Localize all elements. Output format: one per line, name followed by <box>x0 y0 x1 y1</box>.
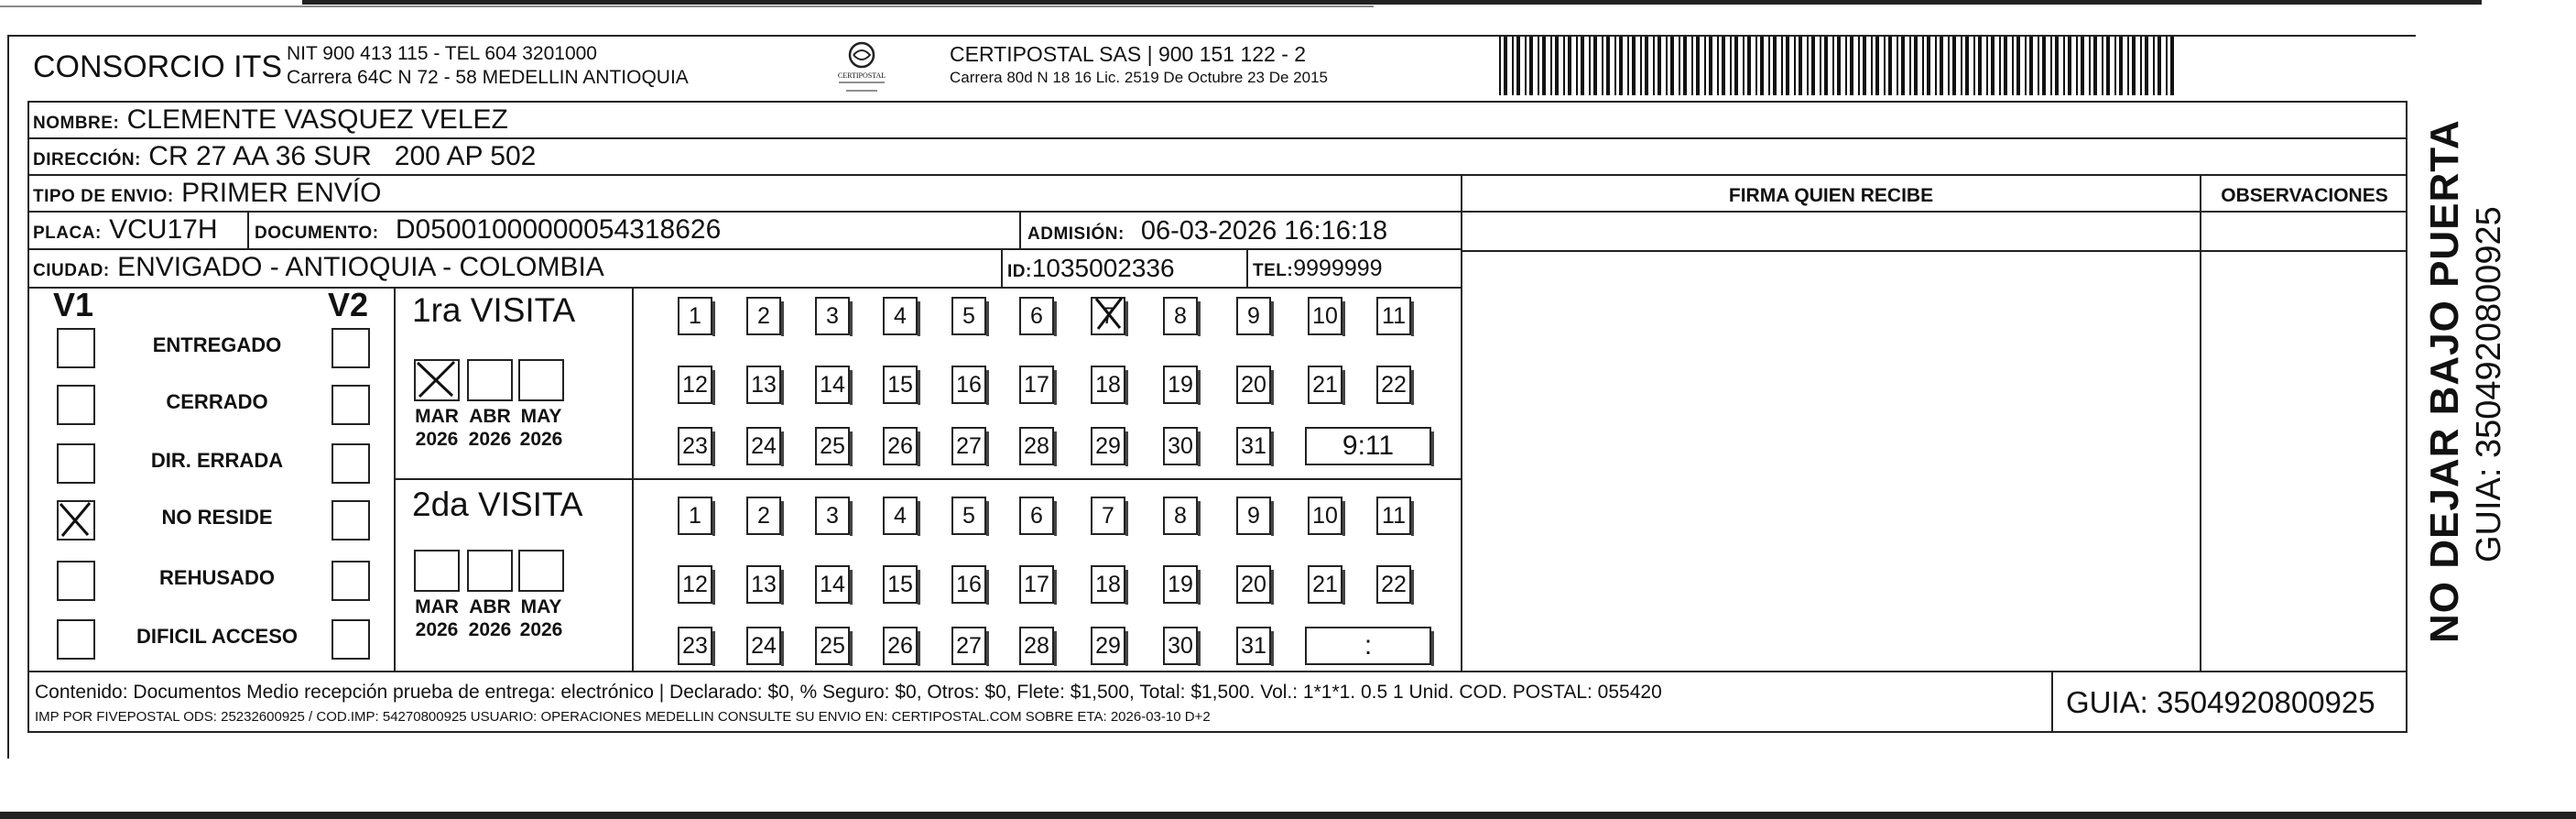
v1-checkbox-rehusado[interactable] <box>57 561 95 601</box>
nombre-label: NOMBRE: <box>33 114 120 133</box>
visit1-day-17[interactable]: 17 <box>1019 366 1054 404</box>
divider-firma <box>1461 174 1462 671</box>
visit1-day-19[interactable]: 19 <box>1163 366 1198 404</box>
v2-checkbox-dir-errada[interactable] <box>332 443 370 484</box>
barcode-bar <box>2158 35 2161 95</box>
visit1-day-28[interactable]: 28 <box>1019 427 1054 465</box>
visit1-day-10[interactable]: 10 <box>1308 297 1342 335</box>
visit2-month-box-abr[interactable] <box>467 550 513 592</box>
visit1-day-7[interactable]: 7 <box>1091 297 1125 335</box>
visit1-day-13[interactable]: 13 <box>746 366 781 404</box>
barcode-bar <box>1952 35 1956 95</box>
divider-guia-footer <box>2051 671 2053 733</box>
footer-content: Contenido: Documentos Medio recepción prueba de entrega: electrónico | Declarado: $0, % Seguro: $0, Otros: $0, Flete: $1,500, Total: $1,500. Vol.: 1*1*1. 0.5 1 Unid. COD. POSTAL: 055420 <box>35 682 1662 703</box>
carrier-name: CERTIPOSTAL SAS | 900 151 122 - 2 <box>950 42 1307 66</box>
visit1-day-6[interactable]: 6 <box>1019 297 1054 335</box>
direccion-value: CR 27 AA 36 SUR 200 AP 502 <box>148 141 537 171</box>
barcode-bar <box>1747 35 1751 95</box>
visit2-month-box-may[interactable] <box>518 550 564 592</box>
barcode-bar <box>1658 35 1661 95</box>
admision-label: ADMISIÓN: <box>1027 224 1125 244</box>
row-line-3 <box>27 211 2408 213</box>
visit1-day-16[interactable]: 16 <box>951 366 986 404</box>
v1-checkbox-cerrado[interactable] <box>57 385 95 425</box>
barcode-bar <box>1773 35 1777 95</box>
placa-label: PLACA: <box>33 224 102 243</box>
divider-admision <box>1019 211 1021 248</box>
status-label-cerrado: CERRADO <box>166 390 268 413</box>
barcode-bar <box>2025 35 2027 95</box>
barcode-bar <box>1922 35 1924 95</box>
barcode-bar <box>1845 35 1847 95</box>
documento-row <box>255 214 721 246</box>
visit2-day-1[interactable]: 1 <box>678 497 712 535</box>
barcode-bar <box>1914 35 1918 95</box>
barcode-bar <box>1691 35 1693 95</box>
barcode-bar <box>1730 35 1732 95</box>
visit2-day-12[interactable]: 12 <box>678 565 712 604</box>
barcode-bar <box>1897 35 1898 95</box>
barcode-bar <box>2012 35 2014 95</box>
company-address: Carrera 64C N 72 - 58 MEDELLIN ANTIOQUIA <box>287 67 689 88</box>
company-info <box>287 42 689 90</box>
visit2-day-13[interactable]: 13 <box>746 565 781 604</box>
barcode-bar <box>1948 35 1950 95</box>
barcode-bar <box>1722 35 1725 95</box>
barcode-bar <box>1602 35 1603 95</box>
v2-checkbox-cerrado[interactable] <box>332 385 370 425</box>
barcode-bar <box>1666 35 1668 95</box>
visit2-day-16[interactable]: 16 <box>951 565 986 604</box>
visit1-day-1[interactable]: 1 <box>678 297 712 335</box>
visit2-day-22[interactable]: 22 <box>1376 565 1411 604</box>
barcode <box>1499 35 2179 95</box>
documento-label: DOCUMENTO: <box>255 224 379 243</box>
visit1-day-22[interactable]: 22 <box>1376 366 1411 404</box>
company-nit: NIT 900 413 115 - TEL 604 3201000 <box>287 43 597 64</box>
footer-guia: GUIA: 3504920800925 <box>2066 685 2375 719</box>
top-edge-line-thin <box>0 5 1374 7</box>
barcode-bar <box>1619 35 1623 95</box>
barcode-bar <box>1999 35 2001 95</box>
admision-value: 06-03-2026 16:16:18 <box>1140 216 1388 246</box>
v2-checkbox-entregado[interactable] <box>332 328 370 368</box>
tipo-label: TIPO DE ENVIO: <box>33 187 174 206</box>
nombre-row <box>33 104 508 136</box>
id-label: ID: <box>1007 262 1032 281</box>
divider-tel <box>1246 248 1248 287</box>
visit2-day-31[interactable]: 31 <box>1236 627 1271 665</box>
visit1-day-27[interactable]: 27 <box>951 427 986 465</box>
visit2-day-6[interactable]: 6 <box>1019 497 1054 535</box>
side-guia: GUIA: 3504920800925 <box>2470 206 2508 562</box>
barcode-bar <box>2029 35 2033 95</box>
barcode-bar <box>1516 35 1520 95</box>
barcode-bar <box>2119 35 2123 95</box>
visit1-day-3[interactable]: 3 <box>815 297 850 335</box>
company-name: CONSORCIO ITS <box>33 49 283 84</box>
carrier-info <box>950 42 1328 90</box>
barcode-bar <box>1606 35 1610 95</box>
status-label-rehusado: REHUSADO <box>159 566 275 589</box>
visit2-day-18[interactable]: 18 <box>1091 565 1125 604</box>
barcode-bar <box>1781 35 1783 95</box>
v1-checkbox-dificil-acceso[interactable] <box>57 619 95 660</box>
v2-checkbox-rehusado[interactable] <box>332 561 370 601</box>
tipo-value: PRIMER ENVÍO <box>181 178 382 208</box>
barcode-bar <box>2055 35 2059 95</box>
barcode-bar <box>1538 35 1539 95</box>
visit1-month-box-abr[interactable] <box>467 359 513 401</box>
barcode-bar <box>1640 35 1642 95</box>
visit2-day-9[interactable]: 9 <box>1236 497 1271 535</box>
barcode-bar <box>2050 35 2052 95</box>
barcode-bar <box>2140 35 2142 95</box>
barcode-bar <box>2004 35 2007 95</box>
visit2-month-box-mar[interactable] <box>414 550 460 592</box>
barcode-bar <box>2166 35 2168 95</box>
barcode-bar <box>1858 35 1860 95</box>
barcode-bar <box>2063 35 2065 95</box>
visit2-day-15[interactable]: 15 <box>883 565 918 604</box>
status-label-dificil-acceso: DIFICIL ACCESO <box>136 625 298 648</box>
ciudad-label: CIUDAD: <box>33 261 110 280</box>
visit2-time-box[interactable]: : <box>1305 627 1431 665</box>
barcode-bar <box>2132 35 2136 95</box>
barcode-bar <box>2153 35 2155 95</box>
v2-label: V2 <box>328 286 369 323</box>
logo-icon <box>830 38 894 95</box>
barcode-bar <box>2093 35 2097 95</box>
barcode-bar <box>1525 35 1527 95</box>
v1-label: V1 <box>53 286 94 323</box>
visit2-day-21[interactable]: 21 <box>1308 565 1342 604</box>
visit2-day-20[interactable]: 20 <box>1236 565 1271 604</box>
placa-row <box>33 214 218 246</box>
barcode-bar <box>1614 35 1616 95</box>
barcode-bar <box>1576 35 1578 95</box>
barcode-bar <box>2170 35 2174 95</box>
visit1-day-9[interactable]: 9 <box>1236 297 1271 335</box>
barcode-bar <box>1704 35 1706 95</box>
barcode-bar <box>1743 35 1745 95</box>
barcode-bar <box>1888 35 1892 95</box>
row-line-6 <box>1461 250 2408 252</box>
visit1-day-8[interactable]: 8 <box>1163 297 1198 335</box>
visit1-month-box-may[interactable] <box>518 359 564 401</box>
bottom-edge-line <box>0 812 2576 819</box>
barcode-bar <box>2145 35 2148 95</box>
admision-row <box>1027 216 1387 246</box>
barcode-bar <box>1884 35 1886 95</box>
visit2-day-26[interactable]: 26 <box>883 627 918 665</box>
documento-value: D05001000000054318626 <box>395 214 722 245</box>
tel-value: 9999999 <box>1293 256 1383 281</box>
barcode-bar <box>1961 35 1962 95</box>
visit2-day-19[interactable]: 19 <box>1163 565 1198 604</box>
visit1-month-check-mark <box>414 359 458 399</box>
id-row <box>1007 254 1175 283</box>
barcode-bar <box>1807 35 1809 95</box>
barcode-bar <box>1760 35 1764 95</box>
visit1-day-18[interactable]: 18 <box>1091 366 1125 404</box>
visit1-day-29[interactable]: 29 <box>1091 427 1125 465</box>
barcode-bar <box>2068 35 2071 95</box>
visit2-day-2[interactable]: 2 <box>746 497 781 535</box>
barcode-bar <box>1799 35 1802 95</box>
visit1-day-2[interactable]: 2 <box>746 297 781 335</box>
barcode-bar <box>1755 35 1757 95</box>
barcode-bar <box>1696 35 1700 95</box>
barcode-bar <box>2038 35 2039 95</box>
barcode-bar <box>1991 35 1994 95</box>
visit2-day-30[interactable]: 30 <box>1163 627 1198 665</box>
barcode-bar <box>2042 35 2046 95</box>
divider-obs <box>2200 174 2201 671</box>
visit2-month-label-abr: ABR 2026 <box>468 596 512 640</box>
barcode-bar <box>1927 35 1930 95</box>
barcode-bar <box>1811 35 1815 95</box>
visit2-day-8[interactable]: 8 <box>1163 497 1198 535</box>
visit1-day-11[interactable]: 11 <box>1376 297 1411 335</box>
observaciones-header: OBSERVACIONES <box>2221 185 2388 206</box>
row-line-1 <box>27 137 2408 139</box>
v2-checkbox-no-reside[interactable] <box>332 500 370 541</box>
barcode-bar <box>2081 35 2084 95</box>
visit1-day-30[interactable]: 30 <box>1163 427 1198 465</box>
visit1-day-23[interactable]: 23 <box>678 427 712 465</box>
visit2-day-5[interactable]: 5 <box>951 497 986 535</box>
barcode-bar <box>1986 35 1988 95</box>
barcode-bar <box>1499 35 1501 95</box>
row-line-2 <box>27 174 2408 176</box>
v2-checkbox-dificil-acceso[interactable] <box>332 619 370 660</box>
barcode-bar <box>1563 35 1565 95</box>
barcode-bar <box>1909 35 1911 95</box>
visit2-day-14[interactable]: 14 <box>815 565 850 604</box>
barcode-bar <box>1820 35 1821 95</box>
ciudad-value: ENVIGADO - ANTIOQUIA - COLOMBIA <box>117 252 604 282</box>
barcode-bar <box>1709 35 1712 95</box>
barcode-bar <box>1504 35 1507 95</box>
v1-checkbox-dir-errada[interactable] <box>57 443 95 484</box>
visit1-month-label-mar: MAR 2026 <box>415 406 459 450</box>
tel-row <box>1253 256 1383 282</box>
barcode-bar <box>1863 35 1866 95</box>
ciudad-row <box>33 252 604 283</box>
nombre-value: CLEMENTE VASQUEZ VELEZ <box>126 104 508 135</box>
visit1-month-label-may: MAY 2026 <box>519 406 563 450</box>
barcode-bar <box>2102 35 2103 95</box>
visit2-day-4[interactable]: 4 <box>883 497 918 535</box>
visit2-day-28[interactable]: 28 <box>1019 627 1054 665</box>
barcode-bar <box>1529 35 1533 95</box>
visit2-day-23[interactable]: 23 <box>678 627 712 665</box>
visit1-title: 1ra VISITA <box>412 291 576 329</box>
visit1-time-box[interactable]: 9:11 <box>1305 427 1431 465</box>
visit1-day-5[interactable]: 5 <box>951 297 986 335</box>
barcode-bar <box>1832 35 1834 95</box>
tipo-row <box>33 178 381 209</box>
barcode-bar <box>1627 35 1629 95</box>
barcode-bar <box>1568 35 1571 95</box>
barcode-bar <box>1683 35 1687 95</box>
barcode-bar <box>2127 35 2129 95</box>
v1-check-mark <box>57 500 93 539</box>
header-outer-top <box>7 35 2416 37</box>
certipostal-logo <box>830 38 894 95</box>
divider-visits-h <box>394 478 1461 480</box>
placa-value: VCU17H <box>109 214 218 245</box>
tel-label: TEL: <box>1253 261 1294 280</box>
direccion-label: DIRECCIÓN: <box>33 150 141 169</box>
visit1-day-12[interactable]: 12 <box>678 366 712 404</box>
v1-checkbox-entregado[interactable] <box>57 328 95 368</box>
side-notice: NO DEJAR BAJO PUERTA <box>2422 119 2467 643</box>
barcode-bar <box>2114 35 2116 95</box>
barcode-bar <box>1581 35 1584 95</box>
barcode-bar <box>1589 35 1591 95</box>
barcode-bar <box>2016 35 2020 95</box>
barcode-bar <box>1679 35 1680 95</box>
barcode-bar <box>1875 35 1879 95</box>
status-label-dir-errada: DIR. ERRADA <box>150 449 284 472</box>
barcode-bar <box>1550 35 1552 95</box>
barcode-bar <box>1632 35 1636 95</box>
visit2-day-7[interactable]: 7 <box>1091 497 1125 535</box>
visit1-day-check-mark <box>1092 295 1125 332</box>
barcode-bar <box>1824 35 1828 95</box>
barcode-bar <box>1645 35 1648 95</box>
barcode-bar <box>1940 35 1943 95</box>
visit2-title: 2da VISITA <box>412 486 583 523</box>
barcode-bar <box>1768 35 1770 95</box>
barcode-bar <box>1593 35 1597 95</box>
header-outer-left <box>7 35 9 759</box>
visit2-month-label-may: MAY 2026 <box>519 596 563 640</box>
visit1-day-20[interactable]: 20 <box>1236 366 1271 404</box>
barcode-bar <box>1794 35 1796 95</box>
barcode-bar <box>1555 35 1559 95</box>
barcode-bar <box>1837 35 1841 95</box>
visit2-day-27[interactable]: 27 <box>951 627 986 665</box>
top-edge-line <box>302 0 2482 5</box>
barcode-bar <box>1542 35 1546 95</box>
divider-placa <box>247 211 249 248</box>
visit1-day-14[interactable]: 14 <box>815 366 850 404</box>
status-label-entregado: ENTREGADO <box>152 333 282 356</box>
visit2-day-3[interactable]: 3 <box>815 497 850 535</box>
id-value: 1035002336 <box>1031 254 1175 282</box>
visit2-day-17[interactable]: 17 <box>1019 565 1054 604</box>
row-line-5 <box>27 287 1461 289</box>
barcode-bar <box>2106 35 2110 95</box>
logo-text: CERTIPOSTAL <box>837 71 886 80</box>
visit1-day-26[interactable]: 26 <box>883 427 918 465</box>
barcode-bar <box>1871 35 1873 95</box>
barcode-bar <box>1786 35 1789 95</box>
barcode-bar <box>1901 35 1905 95</box>
visit2-day-10[interactable]: 10 <box>1308 497 1342 535</box>
footer-imp: IMP POR FIVEPOSTAL ODS: 25232600925 / COD.IMP: 54270800925 USUARIO: OPERACIONES MEDELLIN CONSULTE SU ENVIO EN: CERTIPOSTAL.COM SOBRE ETA: 2026-03-10 D+2 <box>35 709 1211 725</box>
visit1-day-31[interactable]: 31 <box>1236 427 1271 465</box>
status-label-no-reside: NO RESIDE <box>161 506 273 529</box>
barcode-bar <box>2089 35 2091 95</box>
visit2-month-label-mar: MAR 2026 <box>415 596 459 640</box>
barcode-bar <box>1965 35 1969 95</box>
visit2-day-24[interactable]: 24 <box>746 627 781 665</box>
divider-id <box>1001 248 1003 287</box>
barcode-bar <box>1512 35 1514 95</box>
barcode-bar <box>2076 35 2078 95</box>
visit1-day-24[interactable]: 24 <box>746 427 781 465</box>
visit1-day-25[interactable]: 25 <box>815 427 850 465</box>
visit1-day-15[interactable]: 15 <box>883 366 918 404</box>
barcode-bar <box>1717 35 1719 95</box>
barcode-bar <box>1653 35 1655 95</box>
visit1-month-label-abr: ABR 2026 <box>468 406 512 450</box>
visit2-day-25[interactable]: 25 <box>815 627 850 665</box>
direccion-row <box>33 141 536 172</box>
visit1-day-4[interactable]: 4 <box>883 297 918 335</box>
barcode-bar <box>1973 35 1975 95</box>
barcode-bar <box>1978 35 1982 95</box>
visit2-day-29[interactable]: 29 <box>1091 627 1125 665</box>
barcode-bar <box>1734 35 1738 95</box>
visit1-day-21[interactable]: 21 <box>1308 366 1342 404</box>
firma-header: FIRMA QUIEN RECIBE <box>1728 185 1934 206</box>
barcode-bar <box>1935 35 1937 95</box>
barcode-bar <box>1850 35 1853 95</box>
visit2-day-11[interactable]: 11 <box>1376 497 1411 535</box>
carrier-address: Carrera 80d N 18 16 Lic. 2519 De Octubre 23 De 2015 <box>950 69 1328 86</box>
barcode-bar <box>1670 35 1674 95</box>
